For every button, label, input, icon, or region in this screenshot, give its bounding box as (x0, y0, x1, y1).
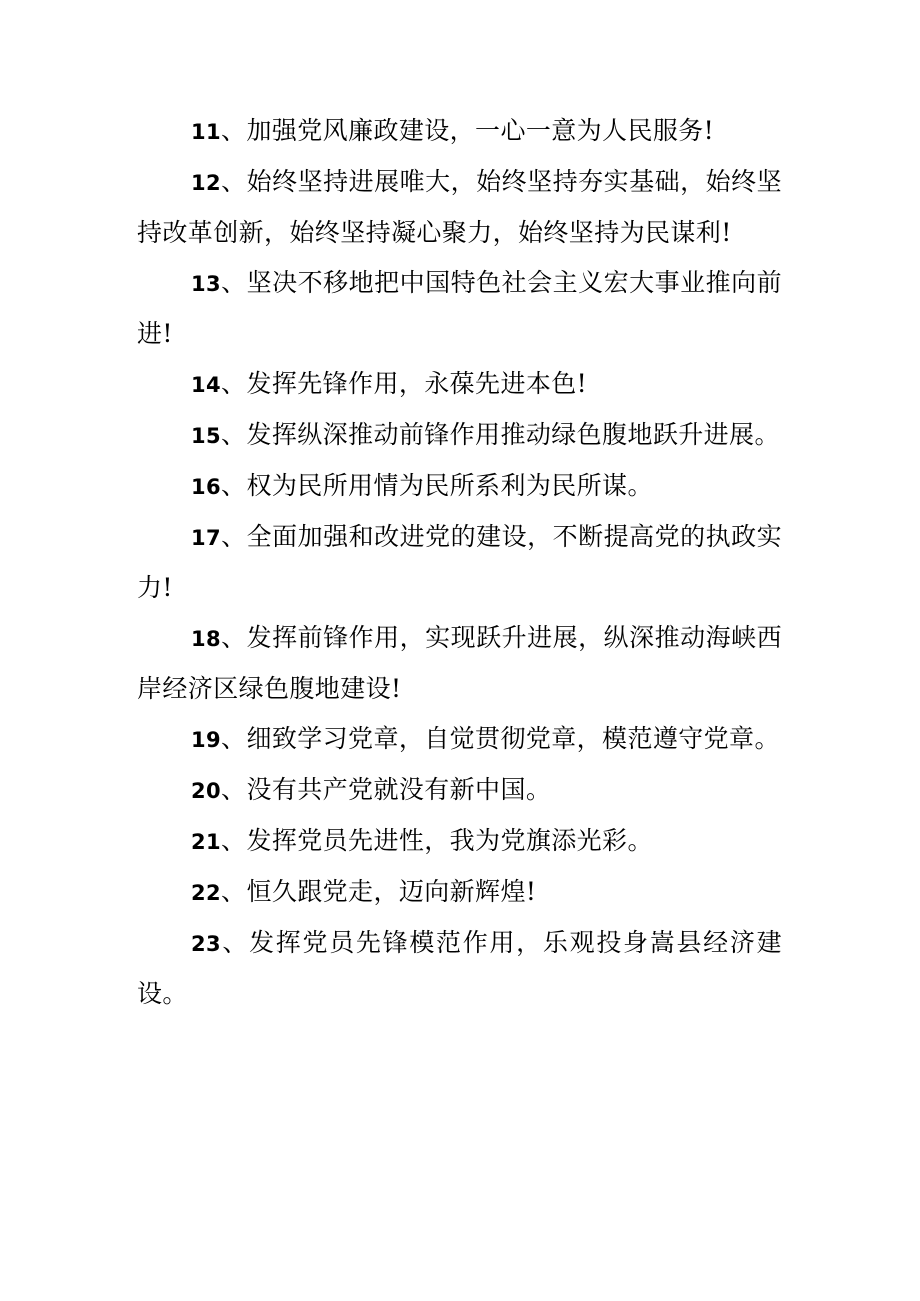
item-text: 没有共产党就没有新中国。 (246, 775, 552, 804)
item-number: 17 (191, 526, 222, 550)
item-separator: 、 (221, 420, 247, 449)
item-separator: 、 (221, 775, 247, 804)
item-separator: 、 (221, 928, 250, 957)
item-number: 16 (191, 475, 222, 499)
item-number: 15 (191, 424, 222, 448)
item-number: 19 (191, 728, 222, 752)
item-number: 20 (191, 779, 222, 803)
item-separator: 、 (221, 471, 247, 500)
item-text: 发挥党员先进性，我为党旗添光彩。 (246, 826, 653, 855)
list-item (137, 714, 782, 765)
item-text: 恒久跟党走，迈向新辉煌! (246, 877, 537, 906)
item-number: 13 (191, 272, 222, 296)
list-item (137, 816, 782, 867)
item-text: 全面加强和改进党的建设，不断提高党的执政实力! (137, 522, 783, 602)
item-number: 18 (191, 627, 222, 651)
item-separator: 、 (221, 877, 247, 906)
item-text: 发挥党员先锋模范作用，乐观投身嵩县经济建设。 (137, 928, 782, 1008)
item-separator: 、 (221, 826, 247, 855)
list-item (137, 157, 782, 258)
item-number: 14 (191, 373, 222, 397)
item-text: 发挥前锋作用，实现跃升进展，纵深推动海峡西岸经济区绿色腹地建设! (137, 623, 783, 703)
item-text: 坚决不移地把中国特色社会主义宏大事业推向前进! (137, 268, 783, 348)
item-separator: 、 (221, 167, 247, 196)
list-item (137, 613, 782, 714)
list-item (137, 512, 782, 613)
item-separator: 、 (221, 369, 247, 398)
list-item (137, 918, 782, 1019)
item-separator: 、 (221, 116, 247, 145)
list-item (137, 258, 782, 359)
item-text: 发挥先锋作用，永葆先进本色! (246, 369, 588, 398)
list-item (137, 106, 782, 157)
list-item (137, 867, 782, 918)
list-item (137, 461, 782, 512)
item-text: 细致学习党章，自觉贯彻党章，模范遵守党章。 (246, 724, 780, 753)
list-item (137, 359, 782, 410)
item-number: 21 (191, 830, 222, 854)
item-text: 始终坚持进展唯大，始终坚持夯实基础，始终坚持改革创新，始终坚持凝心聚力，始终坚持为民谋利! (137, 167, 783, 247)
item-text: 加强党风廉政建设，一心一意为人民服务! (246, 116, 715, 145)
item-number: 22 (191, 881, 222, 905)
item-text: 权为民所用情为民所系利为民所谋。 (246, 471, 653, 500)
item-number: 23 (191, 932, 222, 956)
item-number: 12 (191, 171, 222, 195)
list-item (137, 410, 782, 461)
list-item (137, 765, 782, 816)
item-number: 11 (191, 120, 222, 144)
slogan-list (137, 106, 782, 1019)
item-separator: 、 (221, 522, 247, 551)
item-text: 发挥纵深推动前锋作用推动绿色腹地跃升进展。 (246, 420, 780, 449)
item-separator: 、 (221, 623, 247, 652)
item-separator: 、 (221, 268, 247, 297)
item-separator: 、 (221, 724, 247, 753)
